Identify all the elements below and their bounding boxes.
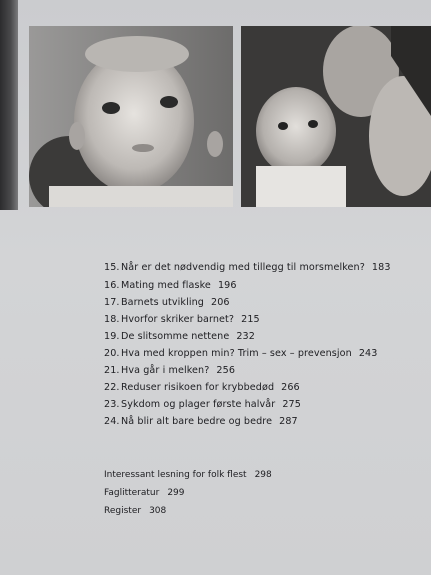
toc-entry [104,262,391,273]
page-number: 287 [279,416,298,427]
toc-entry [104,416,298,427]
page-number: 232 [236,331,255,342]
page-number: 256 [216,365,236,376]
page-number: 298 [254,470,272,480]
chapter-number: 18. [104,314,120,325]
toc-extra-entry [104,470,272,480]
page-number: 206 [210,297,230,308]
chapter-number: 22. [104,382,120,393]
toc-entry [104,365,235,376]
toc-extra-entry [104,506,166,516]
chapter-title: Mating med flaske [121,280,211,291]
page-number: 299 [167,488,185,498]
extra-title: Faglitteratur [104,488,160,498]
chapter-title: Hvorfor skriker barnet? [121,314,235,325]
chapter-title: Når er det nødvendig med tillegg til morsmelken? [121,262,365,273]
chapter-number: 23. [104,399,120,410]
page-number: 196 [217,280,237,291]
page-number: 183 [371,262,391,273]
chapter-title: Hva med kroppen min? Trim – sex – prevensjon [121,348,352,359]
toc-entry [104,280,237,291]
chapter-title: Nå blir alt bare bedre og bedre [121,416,273,427]
page-number: 266 [281,382,300,393]
page-number: 215 [241,314,260,325]
toc-entry [104,382,300,393]
chapter-title: Barnets utvikling [121,297,204,308]
extra-title: Register [104,506,142,516]
chapter-title: Reduser risikoen for krybbedød [121,382,275,393]
chapter-title: De slitsomme nettene [121,331,230,342]
toc-entry [104,314,260,325]
toc-entry [104,297,230,308]
toc-entry [104,399,301,410]
chapter-number: 24. [104,416,120,427]
page-number: 243 [358,348,378,359]
chapter-number: 21. [104,365,120,376]
chapter-title: Sykdom og plager første halvår [121,399,276,410]
page-number: 308 [149,506,167,516]
toc-entry [104,331,255,342]
toc-entry [104,348,377,359]
chapter-number: 15. [104,262,120,273]
page-number: 275 [282,399,301,410]
chapter-number: 16. [104,280,120,291]
chapter-number: 19. [104,331,120,342]
chapter-number: 17. [104,297,120,308]
extra-title: Interessant lesning for folk flest [104,470,247,480]
chapter-number: 20. [104,348,120,359]
chapter-title: Hva går i melken? [121,365,210,376]
toc-extra-entry [104,488,185,498]
